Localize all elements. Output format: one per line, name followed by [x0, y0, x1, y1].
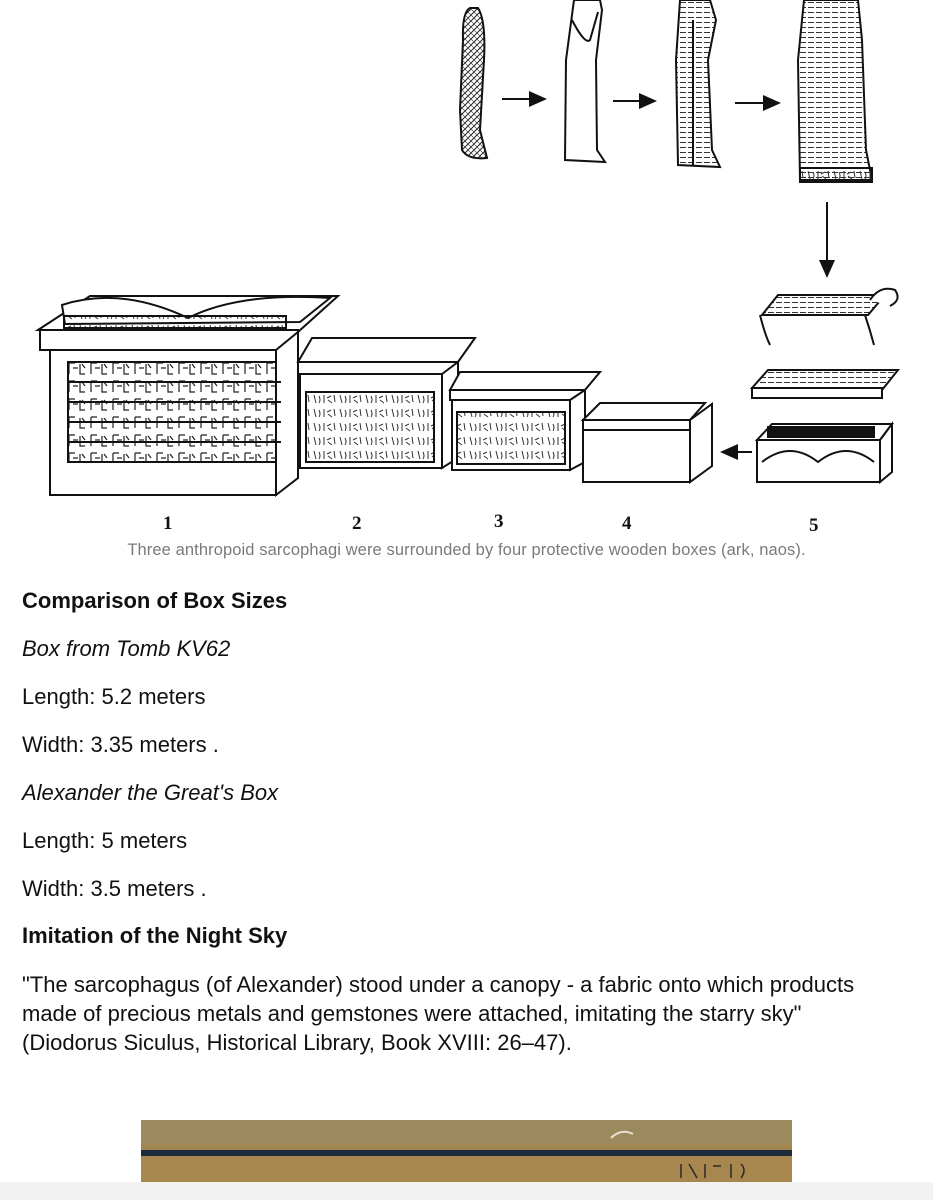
arrow-right-icon: [502, 99, 779, 103]
tomb-wall-photo: [141, 1120, 792, 1182]
box2-title: Alexander the Great's Box: [22, 780, 279, 805]
box2-width: Width: 3.5 meters .: [22, 876, 207, 901]
shrine-nesting-diagram: [0, 0, 933, 540]
shrine-3: [450, 372, 600, 470]
figure-label-2: 2: [352, 513, 362, 534]
shrine-2: [298, 338, 475, 468]
figure-caption: Three anthropoid sarcophagi were surrounded by four protective wooden boxes (ark, naos).: [127, 541, 806, 559]
box1-title: Box from Tomb KV62: [22, 636, 231, 661]
figure-label-5: 5: [809, 515, 819, 536]
figure-label-3: 3: [494, 511, 504, 532]
diodorus-quote: "The sarcophagus (of Alexander) stood under a canopy - a fabric onto which products made of precious metals and gemstones were attached, imitating the starry sky" (Diodorus Siculus, Historical Library, Book XVIII: 26–47).: [22, 972, 855, 1055]
box1-length: Length: 5.2 meters: [22, 684, 206, 709]
shrine-4: [583, 403, 712, 482]
sarcophagus-set: [752, 289, 898, 482]
mummy-illustration: [460, 0, 872, 182]
figure-label-4: 4: [622, 513, 632, 534]
figure-label-1: 1: [163, 513, 173, 534]
heading-night-sky: Imitation of the Night Sky: [22, 923, 288, 948]
heading-box-sizes: Comparison of Box Sizes: [22, 588, 288, 613]
box2-length: Length: 5 meters: [22, 828, 188, 853]
box1-width: Width: 3.35 meters .: [22, 732, 219, 757]
bottom-bar: [0, 1182, 933, 1200]
shrine-1: [38, 296, 338, 495]
